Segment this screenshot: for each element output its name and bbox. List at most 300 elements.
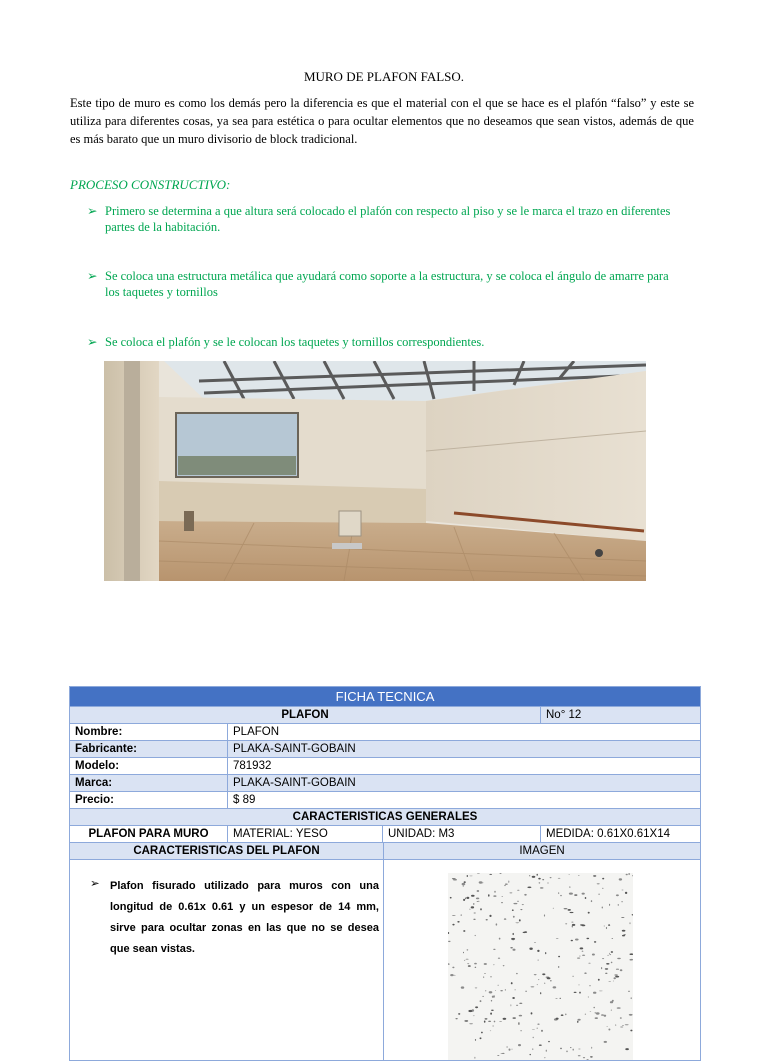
tile-fissure: [585, 1014, 586, 1015]
tile-fissure: [537, 1028, 538, 1029]
tile-fissure: [495, 891, 496, 893]
tile-fissure: [468, 965, 471, 967]
tile-fissure: [505, 885, 506, 886]
tile-fissure: [524, 931, 527, 933]
tile-fissure: [588, 997, 589, 998]
tile-fissure: [622, 930, 626, 932]
tile-fissure: [593, 992, 596, 994]
tile-fissure: [481, 1032, 483, 1034]
tile-fissure: [462, 883, 466, 885]
tile-fissure: [614, 975, 617, 976]
tile-fissure: [632, 914, 633, 915]
field-label: Precio:: [75, 794, 114, 806]
tile-fissure: [475, 988, 478, 989]
description-text: Plafon fisurado utilizado para muros con una longitud de 0.61x 0.61 y un espesor de 14 mm, sirve para ocultar zonas en las que no se desea que sean vistas.: [110, 880, 379, 955]
tile-fissure: [513, 1017, 516, 1018]
tile-fissure: [475, 1039, 476, 1041]
tile-fissure: [556, 938, 559, 939]
tile-fissure: [477, 901, 479, 902]
tile-fissure: [479, 881, 483, 883]
tile-fissure: [583, 1057, 585, 1058]
tile-fissure: [542, 973, 545, 975]
tile-fissure: [616, 969, 619, 970]
tile-fissure: [615, 1024, 616, 1025]
description-cell: [70, 860, 383, 1060]
tile-fissure: [491, 1000, 492, 1002]
tile-fissure: [491, 1010, 494, 1011]
tile-fissure: [560, 895, 562, 896]
tile-fissure: [469, 876, 472, 877]
tile-fissure: [493, 895, 496, 897]
tile-fissure: [505, 884, 508, 885]
tile-fissure: [618, 904, 619, 906]
tile-fissure: [488, 894, 490, 896]
arrow-bullet-icon: ➢: [90, 878, 100, 890]
tile-fissure: [582, 951, 584, 952]
tile-fissure: [569, 893, 573, 895]
step-text: Se coloca una estructura metálica que ayudará como soporte a la estructura, y se coloca el ángulo de amarre para los taquetes y tornillos: [105, 269, 669, 299]
tile-fissure: [464, 1020, 468, 1021]
tile-fissure: [486, 919, 488, 920]
tile-fissure: [499, 1021, 502, 1022]
tile-fissure: [513, 916, 515, 918]
general-item: MEDIDA: 0.61X0.61X14: [540, 826, 700, 842]
tile-fissure: [607, 955, 609, 956]
tile-fissure: [471, 895, 475, 897]
tile-fissure: [461, 986, 464, 988]
tile-fissure: [591, 1047, 592, 1049]
tile-fissure: [608, 981, 611, 982]
tile-fissure: [538, 979, 539, 980]
field-label: Marca:: [75, 777, 113, 789]
tile-fissure: [511, 982, 513, 984]
image-cell: [383, 860, 700, 1060]
tile-fissure: [598, 979, 600, 981]
tile-fissure: [586, 1059, 588, 1060]
tile-fissure: [498, 985, 499, 986]
tile-fissure: [605, 968, 608, 969]
tile-fissure: [580, 924, 584, 925]
tile-fissure: [629, 873, 630, 875]
tile-fissure: [474, 1057, 475, 1059]
tile-fissure: [537, 950, 539, 952]
tile-fissure: [571, 940, 573, 942]
tile-fissure: [495, 990, 496, 991]
tile-fissure: [475, 1006, 478, 1008]
tile-fissure: [579, 984, 580, 985]
tile-fissure: [555, 998, 557, 999]
tile-fissure: [588, 963, 590, 964]
construction-photo: [104, 361, 646, 581]
tile-fissure: [466, 897, 469, 899]
tile-fissure: [558, 878, 561, 879]
tile-fissure: [480, 908, 482, 910]
tile-fissure: [500, 1053, 503, 1054]
tile-fissure: [611, 962, 613, 964]
tile-fissure: [448, 941, 451, 942]
tile-fissure: [480, 883, 484, 884]
tile-fissure: [561, 1014, 564, 1016]
tile-fissure: [465, 897, 466, 899]
list-item: [87, 334, 677, 350]
tile-fissure: [485, 990, 486, 991]
tile-fissure: [565, 924, 567, 925]
tile-fissure: [574, 992, 577, 993]
tile-fissure: [577, 958, 580, 959]
tile-fissure: [544, 983, 545, 984]
tile-fissure: [564, 908, 568, 909]
tile-fissure: [453, 975, 456, 976]
tile-fissure: [560, 1048, 561, 1050]
tile-fissure: [588, 912, 590, 914]
tile-fissure: [544, 1057, 546, 1058]
tile-fissure: [630, 953, 634, 955]
tile-fissure: [515, 989, 516, 990]
tile-fissure: [473, 903, 474, 904]
tile-fissure: [558, 966, 559, 967]
tile-fissure: [476, 898, 479, 900]
tile-fissure: [467, 949, 469, 950]
tile-fissure: [608, 924, 610, 926]
tile-fissure: [473, 1016, 475, 1017]
tile-fissure: [622, 935, 625, 937]
tile-fissure: [590, 1011, 592, 1012]
tile-fissure: [474, 963, 477, 965]
tile-fissure: [548, 1041, 550, 1042]
tile-fissure: [488, 1021, 491, 1022]
tile-fissure: [586, 938, 589, 939]
tile-fissure: [591, 900, 592, 902]
tile-fissure: [556, 1018, 559, 1020]
tile-fissure: [613, 981, 614, 982]
tile-fissure: [538, 959, 539, 961]
tile-fissure: [590, 1056, 593, 1057]
step-text: Se coloca el plafón y se le colocan los taquetes y tornillos correspondientes.: [105, 335, 485, 349]
tile-fissure: [601, 1014, 604, 1016]
arrow-bullet-icon: ➢: [87, 269, 98, 283]
section-title: PROCESO CONSTRUCTIVO:: [70, 177, 231, 192]
tile-fissure: [473, 919, 475, 920]
tile-fissure: [519, 919, 521, 921]
tile-fissure: [626, 874, 628, 876]
tile-fissure: [505, 989, 506, 991]
tile-fissure: [484, 973, 486, 974]
tile-fissure: [490, 1031, 491, 1032]
tile-fissure: [461, 914, 462, 916]
tile-fissure: [609, 904, 610, 906]
tile-fissure: [519, 1015, 522, 1017]
tile-fissure: [610, 954, 611, 955]
tile-fissure: [499, 873, 501, 874]
tile-fissure: [519, 1003, 522, 1004]
tile-fissure: [625, 1024, 629, 1025]
tile-fissure: [584, 972, 586, 974]
document-title: MURO DE PLAFON FALSO.: [303, 69, 465, 84]
tile-fissure: [516, 1005, 518, 1006]
tile-fissure: [480, 1037, 482, 1039]
product-title: PLAFON: [281, 709, 329, 721]
tile-fissure: [593, 1007, 595, 1009]
tile-fissure: [517, 901, 519, 902]
tile-fissure: [508, 881, 509, 883]
tile-fissure: [608, 1029, 610, 1031]
tile-fissure: [490, 1013, 492, 1015]
tile-fissure: [540, 992, 541, 994]
tile-fissure: [510, 947, 513, 948]
tile-fissure: [547, 977, 551, 979]
tile-fissure: [467, 964, 469, 965]
field-value: PLAFON: [227, 724, 700, 740]
tile-fissure: [494, 1021, 496, 1023]
technical-sheet: [69, 686, 701, 1061]
tile-fissure: [502, 896, 503, 897]
tile-fissure: [483, 976, 484, 978]
tile-fissure: [602, 878, 604, 880]
tile-fissure: [579, 992, 581, 994]
tile-fissure: [489, 874, 492, 875]
tile-fissure: [610, 1001, 613, 1003]
tile-fissure: [531, 1012, 533, 1014]
tile-fissure: [525, 991, 527, 992]
tile-fissure: [538, 878, 541, 880]
tile-fissure: [606, 927, 607, 929]
tile-fissure: [620, 1017, 622, 1019]
tile-fissure: [545, 952, 546, 954]
tile-fissure: [509, 892, 512, 893]
tile-fissure: [570, 886, 571, 888]
tile-fissure: [546, 1050, 547, 1052]
tile-fissure: [550, 877, 552, 878]
tile-fissure: [498, 958, 500, 959]
tile-fissure: [537, 874, 538, 876]
tile-fissure: [595, 1017, 598, 1019]
tile-fissure: [579, 956, 581, 957]
tile-fissure: [463, 930, 465, 932]
tile-fissure: [484, 1021, 486, 1023]
tile-fissure: [570, 1047, 571, 1048]
tile-fissure: [585, 897, 587, 899]
tile-fissure: [570, 912, 574, 913]
tile-fissure: [518, 1044, 521, 1046]
tile-fissure: [522, 904, 524, 905]
tile-fissure: [515, 922, 519, 923]
tile-fissure: [589, 985, 590, 986]
field-value: PLAKA-SAINT-GOBAIN: [227, 775, 700, 791]
tile-fissure: [513, 933, 514, 935]
sheet-number: No° 12: [540, 707, 700, 723]
tile-fissure: [630, 1030, 632, 1032]
general-item: UNIDAD: M3: [382, 826, 540, 842]
tile-fissure: [620, 969, 623, 971]
arrow-bullet-icon: ➢: [87, 204, 98, 218]
tile-fissure: [513, 949, 516, 951]
tile-fissure: [489, 991, 493, 993]
tile-fissure: [542, 879, 544, 880]
tile-fissure: [511, 938, 515, 940]
tile-fissure: [574, 894, 577, 895]
tile-fissure: [484, 963, 487, 964]
tile-fissure: [520, 909, 522, 910]
tile-fissure: [578, 1019, 581, 1021]
tile-fissure: [512, 997, 515, 999]
tile-fissure: [619, 878, 622, 880]
tile-fissure: [503, 1018, 507, 1020]
tile-fissure: [448, 932, 449, 934]
tile-fissure: [604, 925, 605, 926]
tile-fissure: [614, 977, 616, 979]
tile-fissure: [532, 876, 536, 878]
tile-fissure: [452, 924, 454, 926]
tile-fissure: [452, 915, 456, 916]
tile-fissure: [475, 967, 477, 968]
tile-fissure: [609, 953, 610, 955]
tile-fissure: [533, 1037, 534, 1038]
tile-fissure: [530, 1054, 531, 1055]
tile-fissure: [620, 1027, 623, 1028]
tile-fissure: [499, 938, 501, 940]
tile-fissure: [599, 991, 603, 992]
tile-fissure: [621, 917, 624, 918]
tile-fissure: [500, 990, 503, 991]
tile-fissure: [509, 1049, 511, 1051]
tile-fissure: [544, 914, 545, 916]
tile-fissure: [616, 894, 619, 896]
tile-fissure: [560, 998, 561, 999]
tile-fissure: [625, 1048, 629, 1050]
tile-fissure: [450, 897, 452, 899]
tile-fissure: [598, 894, 600, 895]
tile-fissure: [480, 1000, 482, 1002]
field-value: 781932: [227, 758, 700, 774]
tile-fissure: [453, 879, 457, 881]
tile-fissure: [580, 947, 584, 949]
tile-fissure: [567, 1051, 568, 1053]
tile-fissure: [463, 899, 465, 901]
tile-fissure: [582, 955, 585, 956]
general-item: MATERIAL: YESO: [227, 826, 382, 842]
tile-fissure: [504, 918, 506, 920]
intro-paragraph: Este tipo de muro es como los demás pero la diferencia es que el material con el que se hace es el plafón “falso” y este se utiliza para diferentes cosas, ya sea para estética o para ocultar elementos que no deseamos que sean vistos, además de que es más barato que un muro divisorio de block tradicional.: [70, 96, 694, 146]
tile-fissure: [513, 903, 517, 904]
tile-fissure: [466, 959, 469, 960]
tile-fissure: [529, 875, 530, 876]
tile-fissure: [539, 882, 541, 883]
tile-fissure: [630, 959, 634, 961]
tile-fissure: [602, 907, 603, 909]
tile-fissure: [632, 875, 633, 876]
general-title: CARACTERISTICAS GENERALES: [292, 811, 478, 823]
tile-fissure: [489, 915, 491, 917]
tile-fissure: [628, 991, 630, 992]
tile-fissure: [582, 893, 585, 895]
tile-fissure: [529, 948, 532, 950]
tile-fissure: [603, 888, 604, 889]
tile-fissure: [578, 1049, 580, 1050]
tile-fissure: [595, 1012, 596, 1014]
tile-fissure: [512, 909, 514, 911]
tile-fissure: [617, 958, 621, 959]
tile-fissure: [457, 921, 459, 923]
tile-fissure: [464, 881, 466, 883]
tile-fissure: [511, 1004, 512, 1006]
step-text: Primero se determina a que altura será colocado el plafón con respecto al piso y se le marca el trazo en diferentes partes de la habitación.: [105, 204, 671, 234]
tile-fissure: [575, 939, 579, 941]
tile-fissure: [578, 875, 580, 876]
tile-fissure: [477, 873, 480, 874]
tile-fissure: [471, 906, 474, 908]
characteristics-title: CARACTERISTICAS DEL PLAFON: [133, 845, 320, 857]
tile-fissure: [477, 890, 480, 891]
tile-fissure: [469, 909, 471, 910]
tile-fissure: [467, 875, 468, 877]
tile-fissure: [527, 887, 531, 889]
tile-fissure: [597, 884, 600, 885]
tile-fissure: [596, 1012, 600, 1014]
tile-fissure: [490, 977, 492, 978]
field-value: $ 89: [227, 792, 700, 808]
tile-fissure: [621, 901, 623, 902]
field-label: Fabricante:: [75, 743, 137, 755]
tile-fissure: [516, 973, 518, 974]
tile-fissure: [569, 874, 570, 875]
tile-fissure: [452, 967, 454, 969]
tile-fissure: [630, 922, 631, 924]
tile-fissure: [463, 952, 464, 954]
tile-fissure: [615, 976, 619, 978]
tile-fissure: [539, 1045, 542, 1046]
tile-fissure: [612, 938, 614, 939]
tile-fissure: [474, 913, 476, 914]
tile-fissure: [606, 963, 609, 965]
tile-fissure: [622, 1025, 624, 1026]
tile-fissure: [448, 963, 450, 965]
tile-fissure: [532, 1029, 535, 1030]
tile-fissure: [572, 924, 575, 926]
tile-fissure: [568, 909, 571, 911]
tile-fissure: [531, 987, 535, 988]
tile-fissure: [496, 923, 498, 925]
arrow-bullet-icon: ➢: [87, 335, 98, 349]
tile-fissure: [611, 951, 613, 953]
tile-fissure: [602, 958, 604, 959]
tile-fissure: [547, 883, 549, 884]
tile-fissure: [573, 1049, 574, 1051]
field-label: Nombre:: [75, 726, 123, 738]
field-value: PLAKA-SAINT-GOBAIN: [227, 741, 700, 757]
list-item: [87, 268, 677, 300]
sheet-header: FICHA TECNICA: [70, 687, 700, 706]
tile-fissure: [493, 964, 494, 965]
tile-fissure: [524, 894, 527, 896]
tile-fissure: [464, 960, 465, 961]
tile-fissure: [577, 1021, 578, 1023]
tile-fissure: [520, 1030, 521, 1031]
tile-fissure: [622, 890, 624, 891]
tile-fissure: [492, 996, 494, 998]
tile-fissure: [534, 974, 537, 975]
tile-fissure: [506, 1046, 507, 1047]
tile-fissure: [558, 956, 560, 958]
tile-fissure: [537, 984, 538, 985]
tile-fissure: [571, 922, 573, 923]
tile-fissure: [625, 892, 627, 894]
tile-fissure: [468, 1010, 472, 1012]
tile-fissure: [601, 967, 602, 969]
tile-fissure: [501, 902, 502, 903]
tile-fissure: [493, 949, 495, 950]
general-item: PLAFON PARA MURO: [88, 828, 209, 840]
tile-fissure: [604, 1041, 607, 1043]
